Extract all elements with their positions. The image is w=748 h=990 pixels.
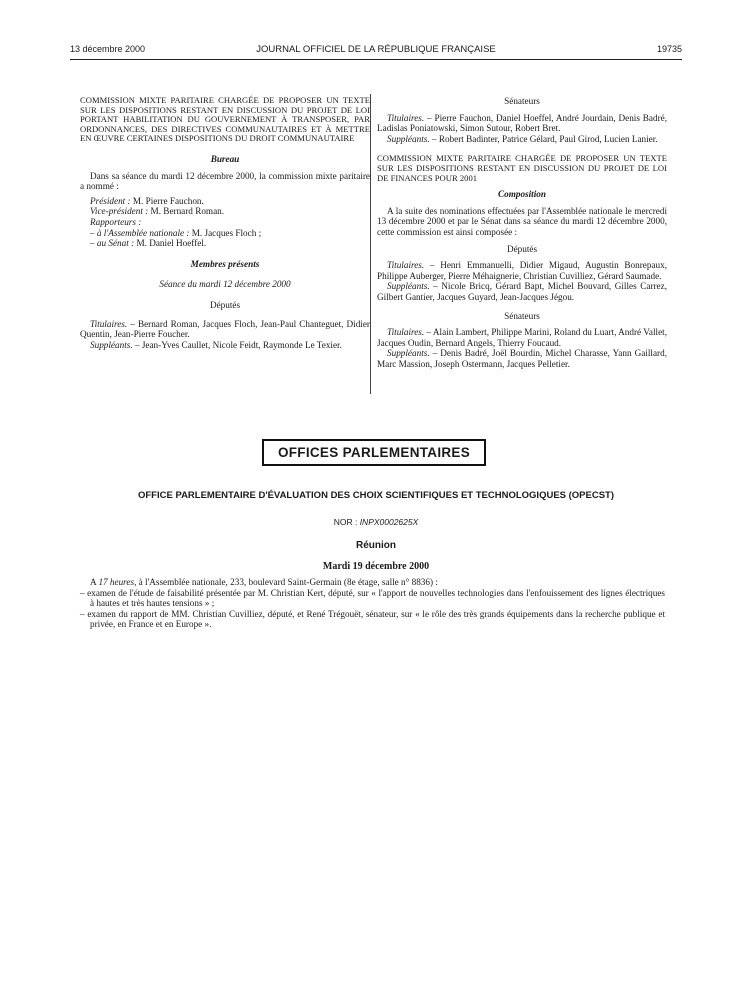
rapporteur-senat-label: au Sénat : <box>96 238 135 249</box>
vice-president-label: Vice-président : <box>90 206 149 217</box>
dash: – <box>90 238 97 249</box>
dep-titulaires-text: – Henri Emmanuelli, Didier Migaud, Augustin Bonrepaux, Philippe Auberger, Pierre Méhaignerie, Christian Cuvilliez, Gérard Saumade. <box>377 260 667 281</box>
dep-suppleants-paragraph <box>377 281 667 302</box>
composition-title: Composition <box>498 189 546 200</box>
dep-suppleants-label: Suppléants. <box>387 281 430 292</box>
deputes-title: Députés <box>209 299 241 310</box>
agenda-item-2: – examen du rapport de MM. Christian Cuvilliez, député, et René Trégouët, sénateur, sur « le rôle des très grands équipements dans la recherche publique et privée, en France et en Europe ». <box>80 608 665 630</box>
column-separator <box>370 94 371 394</box>
sen-titulaires-text: – Pierre Fauchon, Daniel Hoeffel, André Jourdain, Denis Badré, Ladislas Poniatowski, Simon Sutour, Robert Bret. <box>377 112 667 134</box>
suppleants-label: Suppléants. <box>90 339 133 350</box>
suppleants-paragraph <box>80 340 370 351</box>
titulaires-text: – Bernard Roman, Jacques Floch, Jean-Paul Chanteguet, Didier Quentin, Jean-Pierre Foucher. <box>80 318 370 340</box>
sen2-suppleants-text: – Denis Badré, Joël Bourdin, Michel Charasse, Yann Gaillard, Marc Massion, Joseph Ostermann, Jacques Pelletier. <box>377 348 667 369</box>
offices-parlementaires-box: OFFICES PARLEMENTAIRES <box>262 439 486 466</box>
rapporteurs-label: Rapporteurs : <box>90 216 142 227</box>
header-page-number: 19735 <box>656 44 682 54</box>
section-box-wrapper <box>0 439 748 466</box>
rapporteur-assemblee-name: M. Jacques Floch ; <box>189 227 262 238</box>
sen2-titulaires-text: – Alain Lambert, Philippe Marini, Roland du Luart, André Vallet, Jacques Oudin, Bernard Angels, Thierry Foucaud. <box>377 327 667 348</box>
bureau-title: Bureau <box>210 153 240 164</box>
vice-president-name: M. Bernard Roman. <box>148 206 225 217</box>
intro-time: 17 heures, <box>98 577 137 587</box>
membres-presents-title: Membres présents <box>190 258 260 269</box>
nor-line <box>70 517 682 527</box>
bureau-intro: Dans sa séance du mardi 12 décembre 2000, la commission mixte paritaire a nommé : <box>80 170 370 192</box>
president-line <box>80 196 370 207</box>
page-header <box>70 44 682 58</box>
vice-president-line <box>80 206 370 217</box>
right-column <box>377 96 667 369</box>
meeting-date: Mardi 19 décembre 2000 <box>322 561 430 572</box>
senateurs-title-2: Sénateurs <box>504 310 540 321</box>
rapporteur-senat-name: M. Daniel Hoeffel. <box>134 238 207 249</box>
intro-rest: à l'Assemblée nationale, 233, boulevard Saint-Germain (8e étage, salle n° 8836) : <box>136 577 438 587</box>
sen2-titulaires-paragraph <box>377 327 667 348</box>
commission-heading-1: COMMISSION MIXTE PARITAIRE CHARGÉE DE PROPOSER UN TEXTE SUR LES DISPOSITIONS RESTANT EN DISCUSSION DU PROJET DE LOI PORTANT HABILITATION DU GOUVERNEMENT À TRANSPOSER, PAR ORDONNANCES, DES DIRECTIVES COMMUNAUTAIRES ET À METTRE EN ŒUVRE CERTAINES DISPOSITIONS DU DROIT COMMUNAUTAIRE <box>80 95 370 144</box>
rapporteur-assemblee-label: à l'Assemblée nationale : <box>96 227 190 238</box>
header-rule <box>70 59 682 60</box>
senateurs-title: Sénateurs <box>504 96 540 106</box>
header-date: 13 décembre 2000 <box>70 44 146 54</box>
rapporteur-senat <box>80 238 370 249</box>
agenda-item-1: – examen de l'étude de faisabilité présentée par M. Christian Kert, député, sur « l'apport de nouvelles technologies dans l'enfouissement des lignes électriques à hautes et très hautes tensions » ; <box>80 587 665 609</box>
sen2-suppleants-label: Suppléants. <box>387 348 430 359</box>
deputes-title-2: Députés <box>506 243 538 254</box>
intro-a: A <box>90 577 99 587</box>
meeting-intro <box>80 577 665 588</box>
dep-suppleants-text: – Nicole Bricq, Gérard Bapt, Michel Bouvard, Gilles Carrez, Gilbert Gantier, Jacques Guyard, Jean-Jacques Jégou. <box>377 281 667 302</box>
dep-titulaires-label: Titulaires. <box>387 260 425 271</box>
dep-titulaires-paragraph <box>377 260 667 281</box>
nor-label: NOR : <box>333 517 360 527</box>
sen-suppleants-text: – Robert Badinter, Patrice Gélard, Paul Girod, Lucien Lanier. <box>429 133 658 144</box>
sen-titulaires-paragraph <box>377 113 667 134</box>
sen2-suppleants-paragraph <box>377 348 667 369</box>
seance-title: Séance du mardi 12 décembre 2000 <box>159 279 291 290</box>
header-title: JOURNAL OFFICIEL DE LA RÉPUBLIQUE FRANÇAISE <box>256 44 496 55</box>
meeting-body <box>80 577 665 630</box>
sen-suppleants-label: Suppléants. <box>387 133 430 144</box>
left-column <box>80 96 370 350</box>
sen2-titulaires-label: Titulaires. <box>387 327 425 338</box>
nor-code: INPX0002625X <box>359 517 419 527</box>
president-label: Président : <box>90 195 131 206</box>
composition-intro: A la suite des nominations effectuées par l'Assemblée nationale le mercredi 13 décembre 2000 et par le Sénat dans sa séance du mardi 12 décembre 2000, cette commission est ainsi composée : <box>377 205 667 237</box>
dash: – <box>90 227 97 238</box>
reunion-title: Réunion <box>356 540 396 551</box>
sen-titulaires-label: Titulaires. <box>387 112 425 123</box>
suppleants-text: – Jean-Yves Caullet, Nicole Feidt, Raymonde Le Texier. <box>132 339 342 350</box>
president-name: M. Pierre Fauchon. <box>130 195 204 206</box>
titulaires-label: Titulaires. <box>90 318 128 329</box>
office-title: OFFICE PARLEMENTAIRE D'ÉVALUATION DES CHOIX SCIENTIFIQUES ET TECHNOLOGIQUES (OPECST) <box>137 490 615 501</box>
rapporteur-assemblee <box>80 228 370 239</box>
commission-heading-2: COMMISSION MIXTE PARITAIRE CHARGÉE DE PROPOSER UN TEXTE SUR LES DISPOSITIONS RESTANT EN DISCUSSION DU PROJET DE LOI DE FINANCES POUR 2001 <box>377 153 667 183</box>
sen-suppleants-paragraph <box>377 134 667 145</box>
titulaires-paragraph <box>80 319 370 340</box>
